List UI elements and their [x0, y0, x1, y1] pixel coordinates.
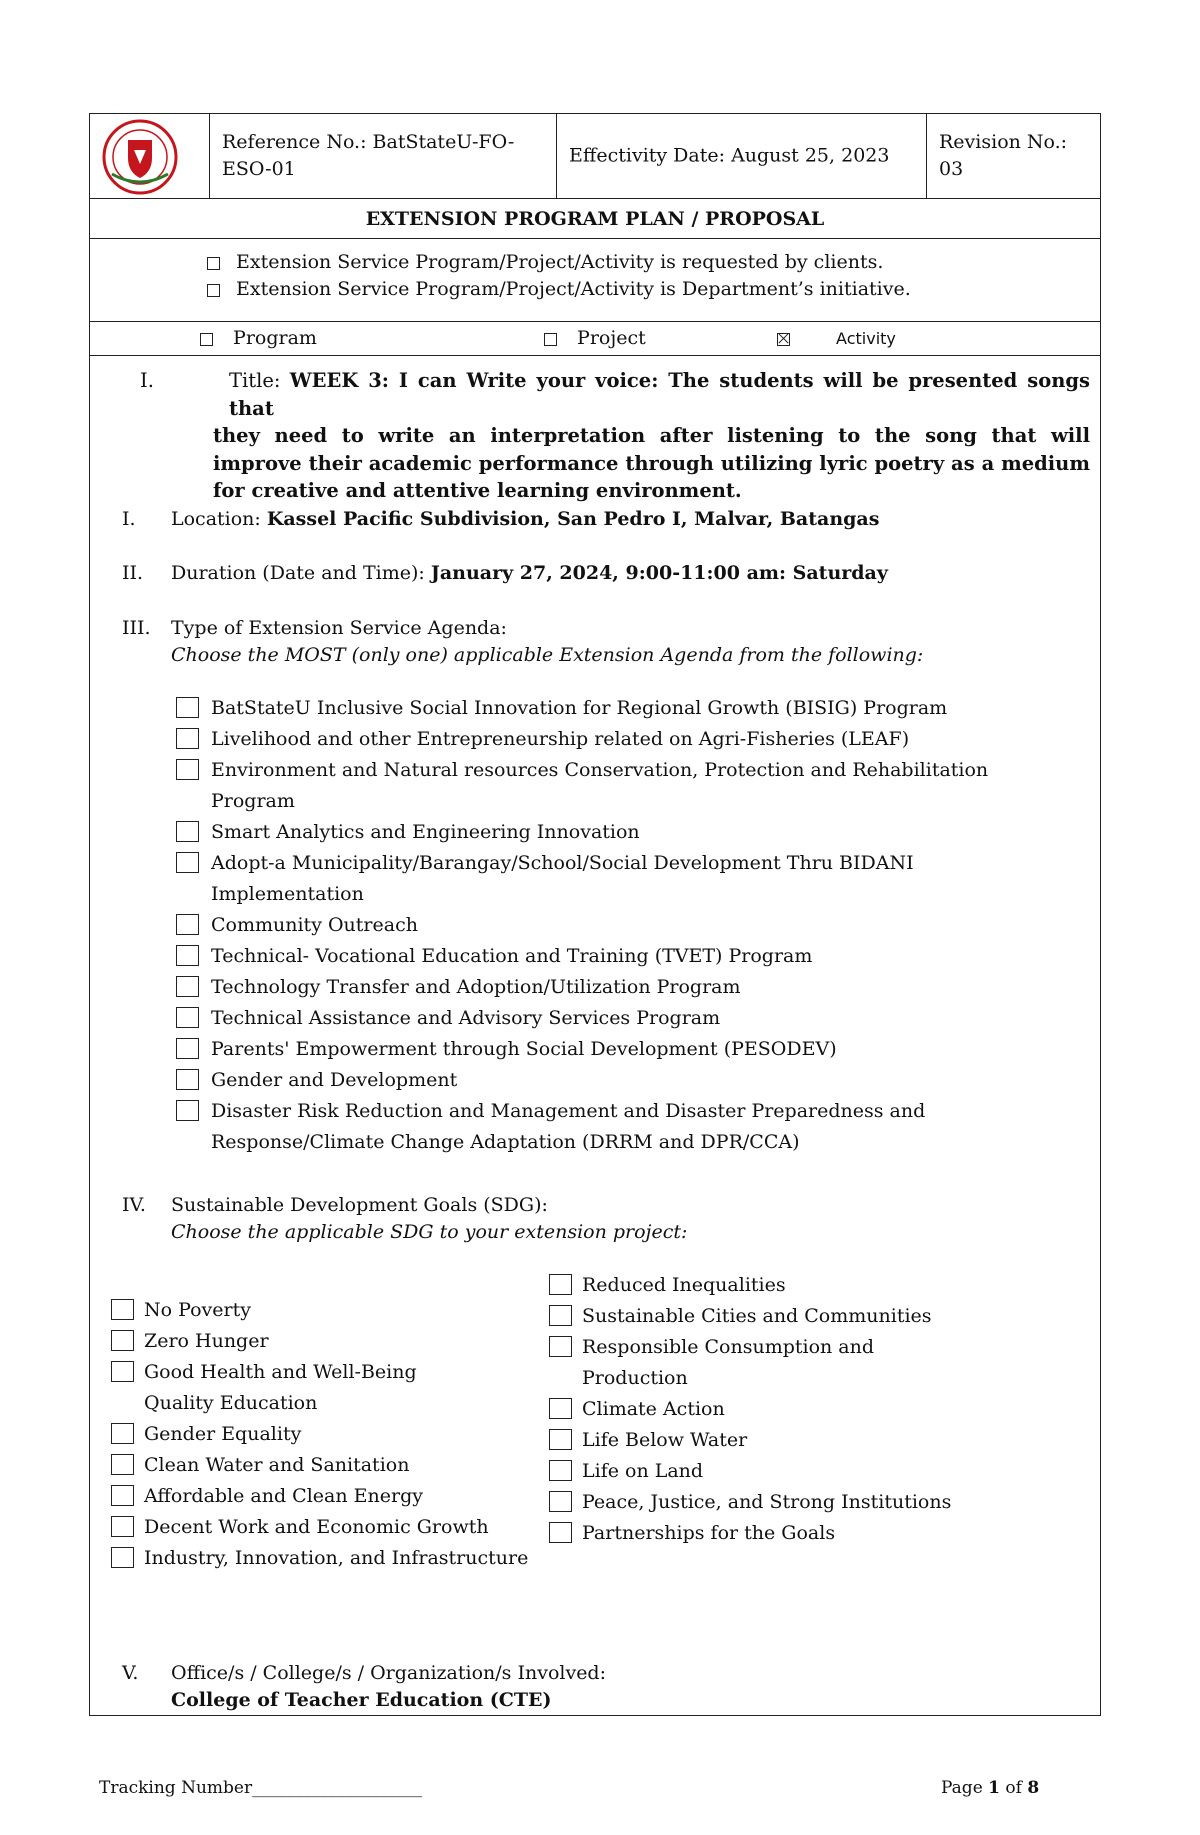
agenda-checkbox[interactable]: [176, 945, 199, 966]
form-header: [90, 114, 1100, 199]
type-options: [90, 322, 1100, 356]
agenda-item-label: Technical- Vocational Education and Training (TVET) Program: [211, 945, 813, 967]
sdg-checkbox[interactable]: [111, 1299, 134, 1320]
location-label: Location:: [171, 508, 267, 530]
agenda-checkbox[interactable]: [176, 759, 199, 780]
sdg-item-label: Gender Equality: [144, 1423, 302, 1445]
agenda-numeral: III.: [122, 617, 151, 639]
duration-numeral: II.: [122, 562, 144, 584]
sdg-checkbox[interactable]: [111, 1454, 134, 1475]
offices-value: College of Teacher Education (CTE): [171, 1689, 552, 1711]
agenda-heading: Type of Extension Service Agenda:: [171, 617, 507, 639]
reference-cell: [210, 114, 557, 198]
request-option-label: Extension Service Program/Project/Activity is requested by clients.: [236, 251, 884, 273]
type-project-label: Project: [577, 327, 646, 349]
title-first-line: [229, 367, 1090, 422]
agenda-item-label: Technology Transfer and Adoption/Utilization Program: [211, 976, 741, 998]
revision-cell: [927, 114, 1102, 198]
type-project[interactable]: [544, 325, 646, 352]
page-prefix: Page: [941, 1778, 989, 1798]
revision-number: Revision No.: 03: [939, 131, 1068, 180]
page-indicator: [941, 1776, 1039, 1800]
sdg-item-label: Clean Water and Sanitation: [144, 1454, 410, 1476]
type-program[interactable]: [200, 325, 317, 352]
agenda-checkbox[interactable]: [176, 1007, 199, 1028]
sdg-item-label: Reduced Inequalities: [582, 1274, 786, 1296]
sdg-instruction: Choose the applicable SDG to your extension project:: [171, 1221, 688, 1243]
page-of: of: [1000, 1778, 1028, 1798]
sdg-item-label: Responsible Consumption and: [582, 1336, 875, 1358]
sdg-checkbox[interactable]: [549, 1274, 572, 1295]
request-department-checkbox[interactable]: [207, 284, 220, 297]
agenda-checkbox[interactable]: [176, 728, 199, 749]
sdg-item-label: Quality Education: [144, 1392, 318, 1414]
effectivity-cell: [557, 114, 927, 198]
sdg-heading: Sustainable Development Goals (SDG):: [171, 1194, 548, 1216]
agenda-checkbox[interactable]: [176, 852, 199, 873]
sdg-item-label: Affordable and Clean Energy: [144, 1485, 423, 1507]
agenda-item-label: Smart Analytics and Engineering Innovation: [211, 821, 640, 843]
agenda-checkbox[interactable]: [176, 1100, 199, 1121]
title-value-first: WEEK 3: I can Write your voice: The students will be presented songs that: [229, 369, 1090, 420]
agenda-instruction: Choose the MOST (only one) applicable Extension Agenda from the following:: [171, 644, 924, 666]
agenda-item-label: Adopt-a Municipality/Barangay/School/Social Development Thru BIDANI: [211, 852, 914, 874]
sdg-checkbox[interactable]: [111, 1423, 134, 1444]
duration-line: [171, 560, 888, 587]
sdg-checkbox[interactable]: [111, 1330, 134, 1351]
sdg-item-label: No Poverty: [144, 1299, 251, 1321]
agenda-item-label: Community Outreach: [211, 914, 418, 936]
title-value-rest: they need to write an interpretation after listening to the song that will improve their academic performance through utilizing lyric poetry as a medium for creative and attentive learning environment.: [213, 424, 1090, 502]
agenda-item-label: Livelihood and other Entrepreneurship related on Agri-Fisheries (LEAF): [211, 728, 910, 750]
sdg-item-label: Life Below Water: [582, 1429, 748, 1451]
sdg-item-label: Life on Land: [582, 1460, 704, 1482]
request-option-label: Extension Service Program/Project/Activity is Department’s initiative.: [236, 278, 911, 300]
agenda-checkbox[interactable]: [176, 914, 199, 935]
page-total: 8: [1027, 1778, 1040, 1798]
agenda-checkbox[interactable]: [176, 697, 199, 718]
sdg-checkbox[interactable]: [549, 1336, 572, 1357]
duration-value: January 27, 2024, 9:00-11:00 am: Saturday: [430, 562, 888, 584]
sdg-checkbox[interactable]: [111, 1547, 134, 1568]
page-current: 1: [988, 1778, 1001, 1798]
duration-label: Duration (Date and Time):: [171, 562, 431, 584]
tracking-number: Tracking Number____________________: [99, 1778, 423, 1798]
sdg-numeral: IV.: [122, 1194, 146, 1216]
agenda-item-label: Disaster Risk Reduction and Management and Disaster Preparedness and: [211, 1100, 926, 1122]
agenda-item-label-continued: Program: [211, 790, 295, 812]
sdg-item-label: Peace, Justice, and Strong Institutions: [582, 1491, 952, 1513]
sdg-checkbox[interactable]: [549, 1460, 572, 1481]
sdg-checkbox[interactable]: [549, 1491, 572, 1512]
request-options: [90, 239, 1100, 322]
sdg-item-label: Zero Hunger: [144, 1330, 269, 1352]
offices-numeral: V.: [122, 1662, 139, 1684]
agenda-item-label-continued: Response/Climate Change Adaptation (DRRM and DPR/CCA): [211, 1131, 800, 1153]
form-title: EXTENSION PROGRAM PLAN / PROPOSAL: [90, 199, 1100, 239]
type-activity-label: Activity: [836, 329, 896, 348]
agenda-checkbox[interactable]: [176, 976, 199, 997]
title-paragraph: [213, 367, 1090, 505]
reference-number: Reference No.: BatStateU-FO-ESO-01: [222, 131, 515, 180]
agenda-item-label: Gender and Development: [211, 1069, 458, 1091]
offices-heading: Office/s / College/s / Organization/s Involved:: [171, 1662, 606, 1684]
project-checkbox[interactable]: [544, 333, 557, 346]
agenda-item-label: Technical Assistance and Advisory Services Program: [211, 1007, 721, 1029]
sdg-checkbox[interactable]: [549, 1429, 572, 1450]
sdg-checkbox[interactable]: [111, 1485, 134, 1506]
agenda-item-label: Parents' Empowerment through Social Development (PESODEV): [211, 1038, 837, 1060]
sdg-checkbox[interactable]: [549, 1305, 572, 1326]
program-checkbox[interactable]: [200, 333, 213, 346]
type-program-label: Program: [233, 327, 317, 349]
location-value: Kassel Pacific Subdivision, San Pedro I, Malvar, Batangas: [266, 508, 880, 530]
activity-checkbox-checked[interactable]: [777, 333, 790, 346]
agenda-checkbox[interactable]: [176, 821, 199, 842]
effectivity-date: Effectivity Date: August 25, 2023: [569, 144, 890, 167]
agenda-item-label: Environment and Natural resources Conservation, Protection and Rehabilitation: [211, 759, 989, 781]
title-numeral: I.: [140, 369, 154, 392]
agenda-checkbox[interactable]: [176, 1038, 199, 1059]
sdg-checkbox[interactable]: [549, 1522, 572, 1543]
logo-cell: [90, 114, 210, 198]
sdg-item-label: Decent Work and Economic Growth: [144, 1516, 489, 1538]
agenda-item-label: BatStateU Inclusive Social Innovation for Regional Growth (BISIG) Program: [211, 697, 948, 719]
sdg-checkbox[interactable]: [111, 1516, 134, 1537]
agenda-checkbox[interactable]: [176, 1069, 199, 1090]
type-activity[interactable]: [777, 325, 896, 352]
sdg-checkbox[interactable]: [111, 1361, 134, 1382]
sdg-item-label: Sustainable Cities and Communities: [582, 1305, 932, 1327]
request-option-department[interactable]: [207, 276, 911, 303]
sdg-item-label: Climate Action: [582, 1398, 725, 1420]
agenda-item-label-continued: Implementation: [211, 883, 364, 905]
request-option-clients[interactable]: [207, 249, 883, 276]
sdg-item-label: Good Health and Well-Being: [144, 1361, 417, 1383]
title-label: Title:: [229, 369, 290, 392]
university-seal-icon: [100, 118, 180, 196]
request-clients-checkbox[interactable]: [207, 257, 220, 270]
sdg-checkbox[interactable]: [549, 1398, 572, 1419]
location-line: [171, 506, 879, 533]
sdg-item-label: Production: [582, 1367, 688, 1389]
sdg-item-label: Partnerships for the Goals: [582, 1522, 836, 1544]
location-numeral: I.: [122, 508, 136, 530]
sdg-item-label: Industry, Innovation, and Infrastructure: [144, 1547, 529, 1569]
